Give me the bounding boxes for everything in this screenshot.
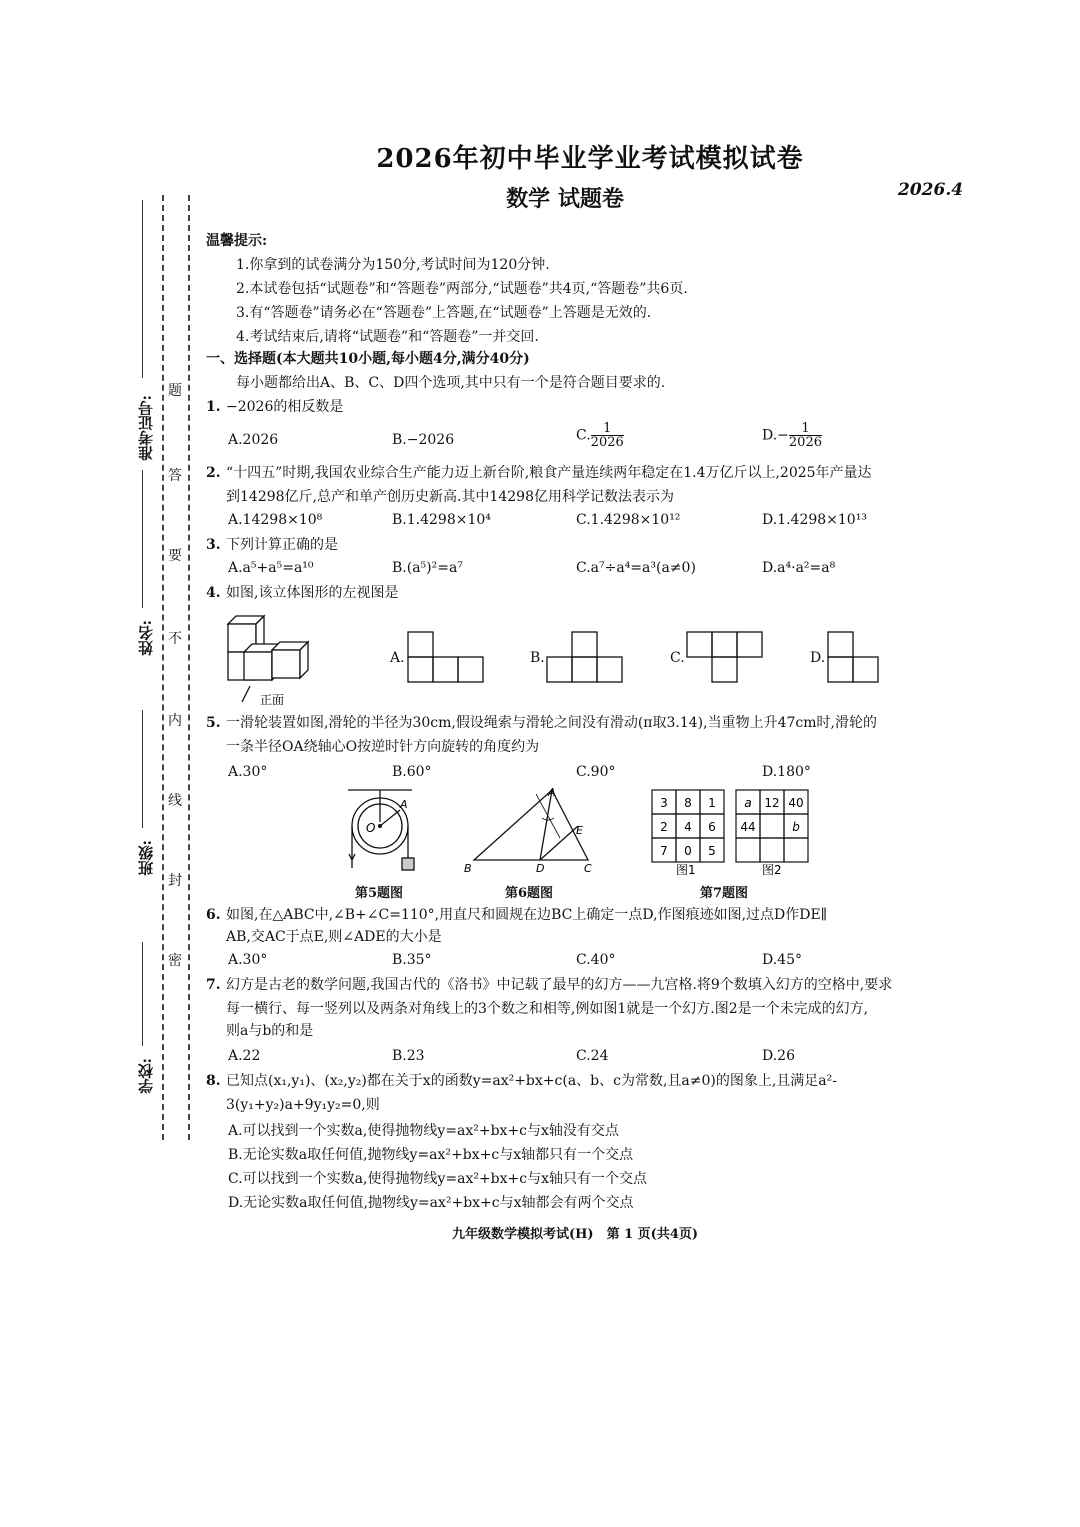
magic-cell-value: 7 (660, 844, 668, 858)
q8-option-d[interactable]: D.无论实数a取任何值,抛物线y=ax²+bx+c与x轴都会有两个交点 (228, 1195, 634, 1211)
exam-id-line[interactable] (142, 200, 143, 378)
fig5-caption: 第5题图 (355, 886, 404, 901)
name-line[interactable] (142, 470, 143, 608)
q6-option-a[interactable]: A.30° (228, 952, 268, 968)
tri-label-d: D (536, 862, 545, 875)
frac-numerator: 1 (789, 422, 822, 436)
q2-option-d[interactable]: D.1.4298×10¹³ (762, 512, 867, 528)
q4-solid-figure (220, 606, 330, 706)
pulley-label-o: O (366, 821, 376, 835)
q3-option-a[interactable]: A.a⁵+a⁵=a¹⁰ (228, 560, 314, 576)
magic-cell-value: 1 (708, 796, 716, 810)
q5-option-d[interactable]: D.180° (762, 764, 811, 780)
q4-option-a-figure[interactable] (406, 630, 486, 686)
seal-char: 线 (168, 793, 182, 809)
q1-option-d[interactable] (762, 422, 822, 449)
magic-cell (760, 838, 784, 862)
magic-cell-value: 2 (660, 820, 668, 834)
magic-cell-value: a (744, 796, 752, 810)
q4-option-d-figure[interactable] (826, 630, 882, 686)
note-item: 3.有“答题卷”请务必在“答题卷”上答题,在“试题卷”上答题是无效的. (236, 305, 652, 321)
q7-line3: 则a与b的和是 (226, 1023, 314, 1039)
q8-line1: 已知点(x₁,y₁)、(x₂,y₂)都在关于x的函数y=ax²+bx+c(a、b、c为常数,且a≠0)的图象上,且满足a²- (226, 1073, 838, 1089)
q1-option-c[interactable] (576, 422, 624, 449)
q5-number: 5. (206, 715, 221, 731)
seal-char: 内 (168, 713, 182, 729)
magic-cell-value: 6 (708, 820, 716, 834)
q5-option-b[interactable]: B.60° (392, 764, 432, 780)
q2-line1: “十四五”时期,我国农业综合生产能力迈上新台阶,粮食产量连续两年稳定在1.4万亿斤以上,2025年产量达 (226, 465, 872, 481)
exam-subtitle: 数学 试题卷 (506, 186, 624, 212)
magic-cell (784, 838, 808, 862)
q1-d-prefix: D.− (762, 427, 789, 444)
tri-label-c: C (584, 862, 592, 875)
seal-char: 密 (168, 953, 182, 969)
frac-denominator: 2026 (590, 435, 624, 450)
magic-cell-value: 4 (684, 820, 692, 834)
fig6-caption: 第6题图 (505, 886, 554, 901)
magic-cell-value: 3 (660, 796, 668, 810)
q6-line2: AB,交AC于点E,则∠ADE的大小是 (226, 929, 442, 945)
q3-stem: 下列计算正确的是 (226, 537, 338, 553)
q4-stem: 如图,该立体图形的左视图是 (226, 585, 399, 601)
magic-cell (760, 814, 784, 838)
q3-option-c[interactable]: C.a⁷÷a⁴=a³(a≠0) (576, 560, 696, 576)
fig7-caption: 第7题图 (700, 886, 749, 901)
q5-option-a[interactable]: A.30° (228, 764, 268, 780)
exam-title: 2026年初中毕业学业考试模拟试卷 (376, 144, 804, 174)
q3-option-d[interactable]: D.a⁴·a²=a⁸ (762, 560, 836, 576)
magic-cell-value: 44 (740, 820, 756, 834)
q8-option-b[interactable]: B.无论实数a取任何值,抛物线y=ax²+bx+c与x轴都只有一个交点 (228, 1147, 634, 1163)
q6-option-c[interactable]: C.40° (576, 952, 616, 968)
magic-cell-value: 12 (764, 796, 780, 810)
q1-number: 1. (206, 399, 221, 415)
q5-line1: 一滑轮装置如图,滑轮的半径为30cm,假设绳索与滑轮之间没有滑动(π取3.14),当重物上升47cm时,滑轮的 (226, 715, 877, 731)
magic-cell-value: 8 (684, 796, 692, 810)
magic-cell (736, 838, 760, 862)
magic-cell-value: 5 (708, 844, 716, 858)
q1-c-fraction (591, 422, 624, 449)
q4-option-b-figure[interactable] (545, 630, 625, 686)
q3-option-b[interactable]: B.(a⁵)²=a⁷ (392, 560, 463, 576)
magic-square-2 (736, 790, 808, 862)
page-footer: 九年级数学模拟考试(H) 第 1 页(共4页) (451, 1227, 699, 1242)
magic-cell-value: 40 (788, 796, 804, 810)
q7-option-c[interactable]: C.24 (576, 1048, 609, 1064)
q7-option-d[interactable]: D.26 (762, 1048, 795, 1064)
tri-label-e: E (576, 824, 583, 837)
seal-char: 要 (168, 548, 182, 564)
q1-option-a[interactable]: A.2026 (228, 432, 279, 448)
tri-label-b: B (464, 862, 472, 875)
section-heading: 一、选择题(本大题共10小题,每小题4分,满分40分) (206, 351, 530, 367)
square2-label: 图2 (762, 863, 782, 877)
class-label: 班级: (137, 840, 155, 876)
q2-option-b[interactable]: B.1.4298×10⁴ (392, 512, 491, 528)
binding-dash-left (162, 195, 164, 1140)
q6-option-b[interactable]: B.35° (392, 952, 432, 968)
q4-number: 4. (206, 585, 221, 601)
frac-denominator: 2026 (788, 435, 822, 450)
q1-stem: −2026的相反数是 (226, 399, 344, 415)
q1-d-fraction (789, 422, 822, 449)
q6-number: 6. (206, 907, 221, 923)
q5-line2: 一条半径OA绕轴心O按逆时针方向旋转的角度约为 (226, 739, 540, 755)
q2-number: 2. (206, 465, 221, 481)
tri-label-a: A (548, 786, 556, 799)
q4-option-d-label[interactable]: D. (810, 650, 826, 666)
q2-option-a[interactable]: A.14298×10⁸ (228, 512, 323, 528)
note-item: 4.考试结束后,请将“试题卷”和“答题卷”一并交回. (236, 329, 539, 345)
seal-char: 题 (168, 383, 182, 399)
q8-option-a[interactable]: A.可以找到一个实数a,使得抛物线y=ax²+bx+c与x轴没有交点 (228, 1123, 619, 1139)
exam-id-label: 准考证号: (137, 395, 155, 461)
q1-c-prefix: C. (576, 427, 591, 444)
square1-label: 图1 (676, 863, 696, 877)
seal-char: 答 (168, 468, 182, 484)
q7-line1: 幻方是古老的数学问题,我国古代的《洛书》中记载了最早的幻方——九宫格.将9个数填入幻方的空格中,要求 (226, 977, 893, 993)
q8-option-c[interactable]: C.可以找到一个实数a,使得抛物线y=ax²+bx+c与x轴只有一个交点 (228, 1171, 648, 1187)
note-item: 2.本试卷包括“试题卷”和“答题卷”两部分,“试题卷”共4页,“答题卷”共6页. (236, 281, 688, 297)
magic-cell-value: 0 (684, 844, 692, 858)
q6-option-d[interactable]: D.45° (762, 952, 802, 968)
fig6-triangle (460, 784, 600, 876)
q2-line2: 到14298亿斤,总产和单产创历史新高.其中14298亿用科学记数法表示为 (226, 489, 674, 505)
name-label: 姓名: (137, 620, 155, 656)
q7-option-b[interactable]: B.23 (392, 1048, 425, 1064)
school-line[interactable] (142, 942, 143, 1046)
front-label: 正面 (260, 693, 285, 706)
magic-cell-value: b (792, 820, 800, 834)
q7-option-a[interactable]: A.22 (228, 1048, 261, 1064)
school-label: 学校: (137, 1058, 155, 1094)
binding-strip (150, 195, 200, 1140)
q6-line1: 如图,在△ABC中,∠B+∠C=110°,用直尺和圆规在边BC上确定一点D,作图痕迹如图,过点D作DE∥ (226, 907, 828, 923)
class-line[interactable] (142, 710, 143, 828)
q4-option-c-figure[interactable] (685, 630, 765, 686)
q7-line2: 每一横行、每一竖列以及两条对角线上的3个数之和相等,例如图1就是一个幻方.图2是一个未完成的幻方, (226, 1001, 869, 1017)
exam-date: 2026.4 (898, 180, 964, 200)
binding-dash-right (188, 195, 190, 1140)
q8-number: 8. (206, 1073, 221, 1089)
frac-numerator: 1 (591, 422, 624, 436)
section-instruction: 每小题都给出A、B、C、D四个选项,其中只有一个是符合题目要求的. (236, 375, 666, 391)
notes-heading: 温馨提示: (206, 233, 268, 249)
q3-number: 3. (206, 537, 221, 553)
q2-option-c[interactable]: C.1.4298×10¹² (576, 512, 681, 528)
fig5-pulley (340, 786, 420, 878)
q4-option-a-label[interactable]: A. (390, 650, 405, 666)
seal-char: 封 (168, 873, 182, 889)
seal-char: 不 (168, 631, 182, 647)
q5-option-c[interactable]: C.90° (576, 764, 616, 780)
magic-square-1 (652, 790, 724, 862)
q7-number: 7. (206, 977, 221, 993)
q4-option-c-label[interactable]: C. (670, 650, 685, 666)
q1-option-b[interactable]: B.−2026 (392, 432, 455, 448)
q4-option-b-label[interactable]: B. (530, 650, 545, 666)
fig7-magic-squares (650, 788, 810, 878)
pulley-label-a: A (400, 798, 408, 811)
note-item: 1.你拿到的试卷满分为150分,考试时间为120分钟. (236, 257, 550, 273)
q8-line2: 3(y₁+y₂)a+9y₁y₂=0,则 (226, 1097, 380, 1113)
